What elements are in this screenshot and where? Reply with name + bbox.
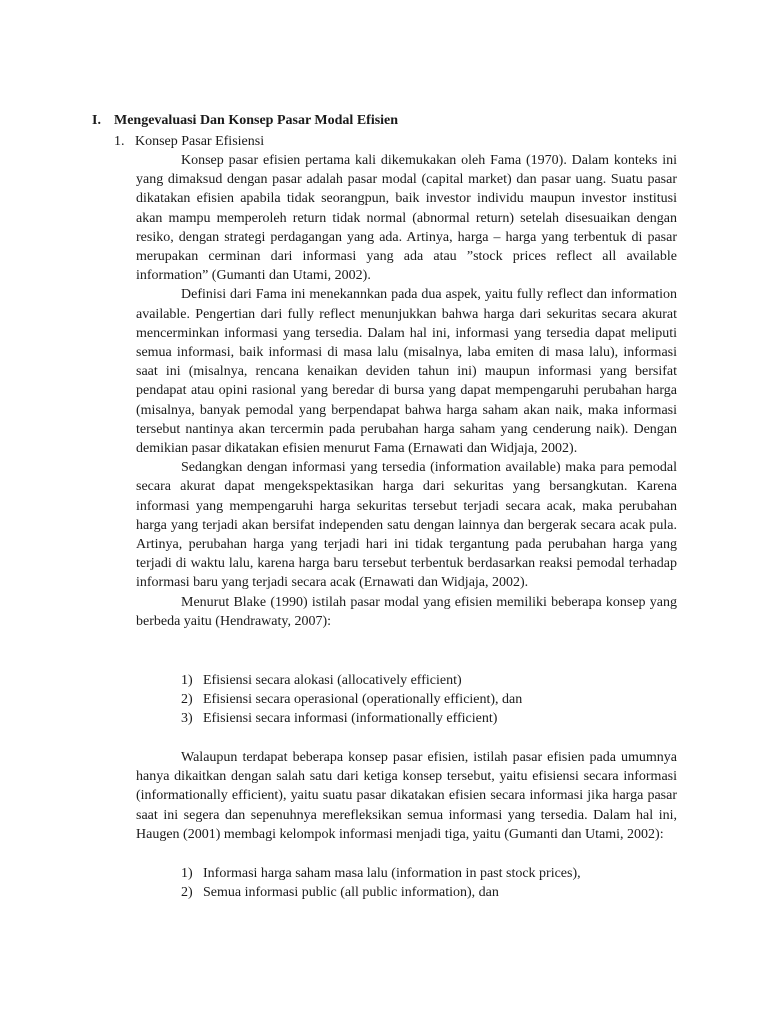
paragraph: Menurut Blake (1990) istilah pasar modal yang efisien memiliki beberapa konsep yang berbeda yaitu (Hendrawaty, 2007): — [136, 594, 677, 629]
body-text-block-a — [136, 151, 677, 631]
list-item: 2) Semua informasi public (all public information), dan — [181, 885, 499, 901]
paragraph: Sedangkan dengan informasi yang tersedia (information available) maka para pemodal secara akurat dapat mengekspektasikan harga dari sekuritas yang bersangkutan. Karena informasi yang mempengaruhi harga sekuritas tersebut terjadi secara acak, maka perubahan harga yang terjadi akan bersifat independen satu dengan lainnya dan bergerak secara acak pula. Artinya, perubahan harga yang terjadi hari ini tidak tergantung pada perubahan harga yang terjadi di waktu lalu, karena harga baru tersebut terbentuk berdasarkan reaksi pemodal terhadap informasi baru yang terjadi secara acak (Ernawati dan Widjaja, 2002). — [136, 460, 677, 591]
subsection-heading — [114, 133, 264, 151]
paragraph: Walaupun terdapat beberapa konsep pasar efisien, istilah pasar efisien pada umumnya hanya dikaitkan dengan salah satu dari ketiga konsep tersebut, yaitu efisiensi secara informasi (informationally efficient), yaitu suatu pasar dikatakan efisien secara informasi jika harga pasar saat ini segera dan sepenuhnya merefleksikan semua informasi yang tersedia. Dalam hal ini, Haugen (2001) membagi kelompok informasi menjadi tiga, yaitu (Gumanti dan Utami, 2002): — [136, 750, 677, 842]
section-number: I. — [92, 113, 101, 128]
body-text-block-b — [136, 748, 677, 844]
list-item: 1) Efisiensi secara alokasi (allocatively efficient) — [181, 673, 462, 688]
paragraph: Konsep pasar efisien pertama kali dikemukakan oleh Fama (1970). Dalam konteks ini yang dimaksud dengan pasar adalah pasar modal (capital market) dan pasar uang. Suatu pasar dikatakan efisien apabila tidak seorangpun, baik investor individu maupun investor institusi akan mampu memperoleh return tidak normal (abnormal return) setelah disesuaikan dengan resiko, dengan strategi perdagangan yang ada. Artinya, harga – harga yang terbentuk di pasar merupakan cerminan dari informasi yang ada atau ”stock prices reflect all available information” (Gumanti dan Utami, 2002). — [136, 153, 677, 284]
concept-list — [181, 671, 522, 729]
list-item: 2) Efisiensi secara operasional (operationally efficient), dan — [181, 692, 523, 708]
section-heading — [92, 112, 398, 130]
subsection-title: Konsep Pasar Efisiensi — [135, 134, 265, 149]
list-item: 1) Informasi harga saham masa lalu (information in past stock prices), — [181, 866, 581, 881]
list-item: 3) Efisiensi secara informasi (informationally efficient) — [181, 711, 498, 727]
section-title: Mengevaluasi Dan Konsep Pasar Modal Efisien — [114, 113, 399, 128]
subsection-number: 1. — [114, 134, 125, 149]
information-group-list — [181, 864, 581, 902]
paragraph: Definisi dari Fama ini menekannkan pada dua aspek, yaitu fully reflect dan information available. Pengertian dari fully reflect menunjukkan bahwa harga dari sekuritas secara akurat mencerminkan informasi yang tersedia. Dalam hal ini, informasi yang tersedia dapat meliputi semua informasi, baik informasi di masa lalu (misalnya, laba emiten di masa lalu), informasi saat ini (misalnya, rencana kenaikan deviden tahun ini) maupun informasi yang bersifat pendapat atau opini rasional yang beredar di bursa yang dapat mempengaruhi perubahan harga (misalnya, banyak pemodal yang berpendapat bahwa harga saham akan naik, maka informasi tersebut nantinya akan tercermin pada perubahan harga saham yang cenderung naik). Dengan demikian pasar dikatakan efisien menurut Fama (Ernawati dan Widjaja, 2002). — [136, 287, 677, 457]
